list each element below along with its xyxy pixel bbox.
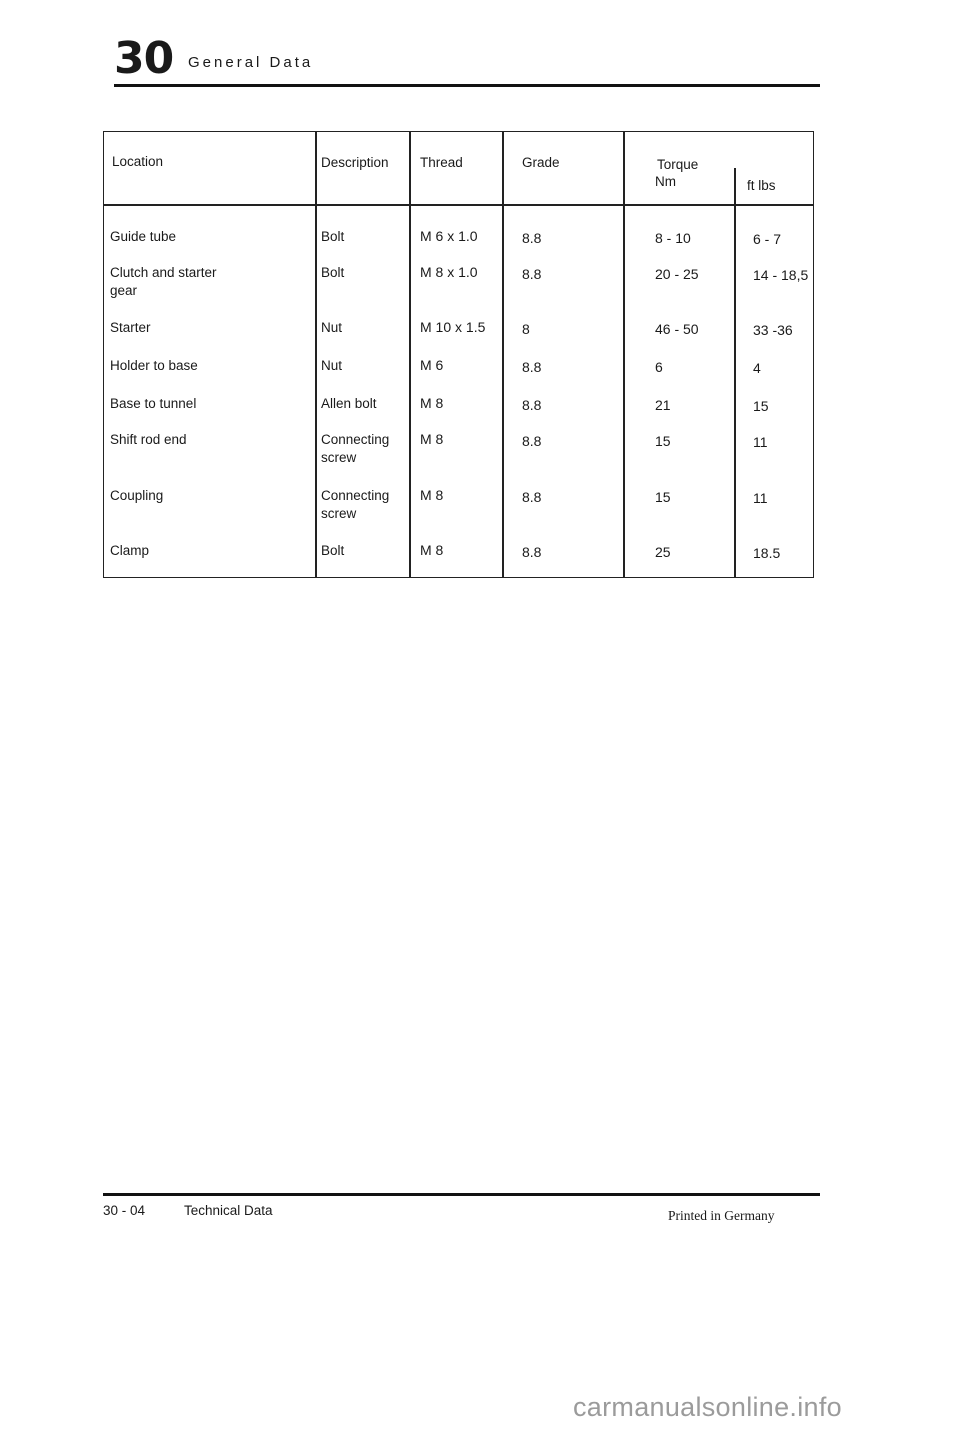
cell-location: Starter [110, 320, 151, 335]
header-thread: Thread [420, 155, 463, 170]
header-nm: Nm [655, 174, 676, 189]
cell-ftlbs: 18.5 [753, 545, 781, 561]
page-number: 30 - 04 [103, 1203, 146, 1218]
cell-ftlbs: 4 [753, 360, 761, 376]
watermark: carmanualsonline.info [573, 1392, 842, 1422]
cell-nm: 25 [655, 544, 671, 560]
cell-description: Connecting [321, 432, 390, 447]
cell-nm: 21 [655, 397, 671, 413]
section-title: General Data [188, 54, 314, 71]
cell-nm: 6 [655, 359, 663, 375]
header-description: Description [321, 155, 389, 170]
cell-grade: 8.8 [522, 544, 542, 560]
cell-thread: M 8 x 1.0 [420, 264, 478, 280]
cell-description: Bolt [321, 229, 345, 244]
cell-thread: M 8 [420, 395, 444, 411]
cell-nm: 15 [655, 489, 671, 505]
header-grade: Grade [522, 155, 560, 170]
cell-description: Nut [321, 320, 343, 335]
column-divider [623, 132, 625, 577]
cell-thread: M 8 [420, 542, 444, 558]
cell-nm: 46 - 50 [655, 321, 699, 337]
footer-rule [103, 1193, 820, 1196]
cell-description: Bolt [321, 265, 345, 280]
cell-location: Base to tunnel [110, 396, 197, 411]
cell-nm: 8 - 10 [655, 230, 691, 246]
cell-grade: 8.8 [522, 230, 542, 246]
cell-ftlbs: 15 [753, 398, 769, 414]
cell-grade: 8.8 [522, 397, 542, 413]
cell-ftlbs: 11 [753, 434, 768, 450]
cell-location: Clamp [110, 543, 150, 558]
cell-description: screw [321, 450, 357, 465]
header-location: Location [112, 154, 164, 169]
cell-location: gear [110, 283, 138, 298]
cell-grade: 8.8 [522, 359, 542, 375]
cell-location: Clutch and starter [110, 265, 217, 280]
column-divider [502, 132, 504, 577]
header-divider [104, 204, 813, 206]
cell-description: Nut [321, 358, 343, 373]
cell-description: Allen bolt [321, 396, 377, 411]
cell-description: Bolt [321, 543, 345, 558]
cell-thread: M 10 x 1.5 [420, 319, 486, 335]
cell-ftlbs: 6 - 7 [753, 231, 782, 247]
cell-nm: 15 [655, 433, 671, 449]
cell-thread: M 6 x 1.0 [420, 228, 478, 244]
cell-grade: 8.8 [522, 489, 542, 505]
document-title: Technical Data [184, 1203, 273, 1218]
cell-location: Holder to base [110, 358, 198, 373]
cell-thread: M 6 [420, 357, 444, 373]
column-divider [409, 132, 411, 577]
printed-note: Printed in Germany [668, 1208, 775, 1223]
cell-description: screw [321, 506, 357, 521]
cell-ftlbs: 14 - 18,5 [753, 267, 809, 283]
section-number: 30 [114, 33, 174, 84]
column-divider-torque [734, 168, 736, 577]
cell-description: Connecting [321, 488, 390, 503]
cell-location: Coupling [110, 488, 164, 503]
cell-ftlbs: 11 [753, 490, 768, 506]
header-ftlbs: ft lbs [747, 178, 776, 193]
cell-grade: 8.8 [522, 433, 542, 449]
cell-grade: 8.8 [522, 266, 542, 282]
header-torque: Torque [657, 157, 699, 172]
cell-grade: 8 [522, 321, 530, 337]
cell-ftlbs: 33 -36 [753, 322, 793, 338]
cell-location: Guide tube [110, 229, 177, 244]
cell-nm: 20 - 25 [655, 266, 699, 282]
column-divider [315, 132, 317, 577]
cell-location: Shift rod end [110, 432, 187, 447]
header-rule [114, 84, 820, 87]
torque-table [103, 131, 814, 578]
cell-thread: M 8 [420, 431, 444, 447]
cell-thread: M 8 [420, 487, 444, 503]
